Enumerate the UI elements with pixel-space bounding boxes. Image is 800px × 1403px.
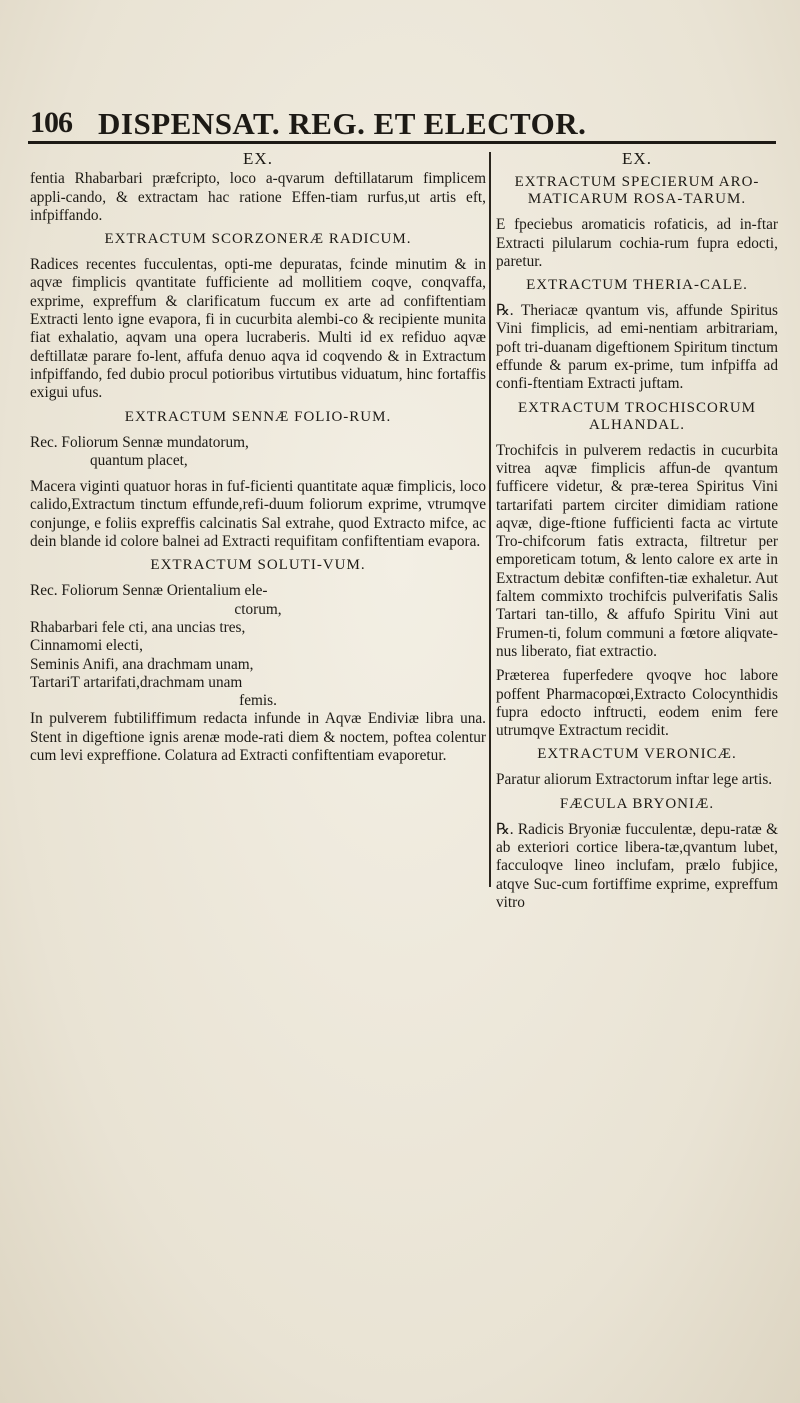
right-column	[496, 150, 778, 918]
header-rule	[28, 141, 776, 144]
left-column	[30, 150, 486, 771]
paragraph: ℞. Radicis Bryoniæ fucculentæ, depu-ratæ & ab exteriori cortice libera-tæ,qvantum lubet, facculoqve lineo inclufam, prælo fubjice, atqve Suc-cum fortiffime exprime, expreffum vitro	[496, 820, 778, 911]
recipe-line: Rec. Foliorum Sennæ Orientalium ele-	[30, 582, 268, 600]
running-title: DISPENSAT. REG. ET ELECTOR.	[98, 106, 587, 141]
section-heading: EXTRACTUM SCORZONERÆ RADICUM.	[104, 231, 412, 248]
paragraph: fentia Rhabarbari præfcripto, loco a-qvarum deftillatarum fimplicem appli-cando, & extractam hac ratione Effen-tiam rurfus,ut artis eft, infpiffando.	[30, 170, 486, 224]
page-number: 106	[30, 106, 72, 139]
recipe-line: ctorum,	[234, 600, 282, 618]
paragraph: ℞. Theriacæ qvantum vis, affunde Spiritus Vini fimplicis, ad emi-nentiam arbitrariam, poft tri-duanam digeftionem Spiritum tinctum effunde & parum ex-prime, tum infpiffa ad confi-ftentiam Extracti juftam.	[496, 302, 778, 393]
section-heading: EXTRACTUM SENNÆ FOLIO-RUM.	[124, 408, 392, 425]
paragraph: Radices recentes fucculentas, opti-me depuratas, fcinde minutim & in aqvæ fimplicis qvantitate fufficiente ad mollitiem coqve, conqvaffa, exprime, expreffum & clarificatum fuccum ex arte ad confiftentiam Extracti lento igne evapora, fi in cucurbita alembi-co & recipiente munita fiat exhalatio, aqvam una opera lucraberis. Multi id ex refiduo aqvæ deftillatæ parare fo-lent, affufa denuo aqva id coqvendo & in Extractum infpiffando, fed dubio procul potioribus virtutibus viduatum, hinc fortaffis exigui ufus.	[30, 256, 486, 402]
section-heading: FÆCULA BRYONIÆ.	[559, 795, 715, 812]
paragraph: E fpeciebus aromaticis rofaticis, ad in-ftar Extracti pilularum cochia-rum fupra edocti, paretur.	[496, 216, 778, 270]
section-heading: EXTRACTUM VERONICÆ.	[537, 746, 737, 763]
catchword: EX.	[243, 149, 273, 168]
recipe-line: femis.	[239, 692, 277, 710]
catchword: EX.	[622, 149, 652, 168]
paragraph: Trochifcis in pulverem redactis in cucurbita vitrea aqvæ fimplicis affun-de qvantum fufficere videtur, & præ-terea Spiritus Vini tartarifati partem circiter dimidiam ratione aqvæ, dige-ftione fufficienti facta ac virtute Tro-chifcorum fatis extracta, filtretur per emporeticam totum, & lento calore ex arte in Extractum debitæ confiften-tiæ exhaletur. Aut faltem commixto trochifcis pulverifatis Salis Tartari tan-tillo, & affufo Spiritu Vini aut Frumen-ti, folum communi a fœtore aliqvate-nus liberato, fiat extractio.	[496, 441, 778, 660]
paragraph: Paratur aliorum Extractorum inftar lege artis.	[496, 771, 773, 789]
paragraph: In pulverem fubtiliffimum redacta infunde in Aqvæ Endiviæ libra una. Stent in digeftione ignis arenæ mode-rati diem & noctem, poftea colentur cum levi expreffione. Colatura ad Extracti confiftentiam evaporetur.	[30, 710, 486, 765]
recipe-line: Rhabarbari fele cti, ana uncias tres,	[30, 618, 246, 636]
recipe-line: Rec. Foliorum Sennæ mundatorum,	[30, 433, 249, 451]
section-heading: EXTRACTUM THERIA-CALE.	[526, 277, 748, 294]
section-heading: EXTRACTUM TROCHISCORUM ALHANDAL.	[518, 399, 756, 433]
paragraph: Præterea fuperfedere qvoqve hoc labore poffent Pharmacopœi,Extracto Colocynthidis fupra edocto inftructi, eodem enim fere utrumqve Extractum recidit.	[496, 667, 778, 740]
section-heading: EXTRACTUM SPECIERUM ARO-MATICARUM ROSA-TARUM.	[514, 174, 760, 208]
section-heading: EXTRACTUM SOLUTI-VUM.	[150, 557, 366, 574]
paragraph: Macera viginti quatuor horas in fuf-ficienti quantitate aquæ fimplicis, loco calido,Extractum tinctum effunde,refi-duum foliorum exprime, vtrumqve conjunge, e foliis expreffis calcinatis Sal extrahe, quod Extracto mifce, ac dein blande id colore balnei ad Extracti requifitam confiftentiam evapora.	[30, 478, 486, 551]
recipe-line: Cinnamomi electi,	[30, 637, 144, 655]
recipe-line: TartariT artarifati,drachmam unam	[30, 673, 243, 691]
recipe-line: quantum placet,	[90, 451, 188, 469]
column-divider	[489, 152, 491, 887]
recipe-line: Seminis Anifi, ana drachmam unam,	[30, 655, 254, 673]
